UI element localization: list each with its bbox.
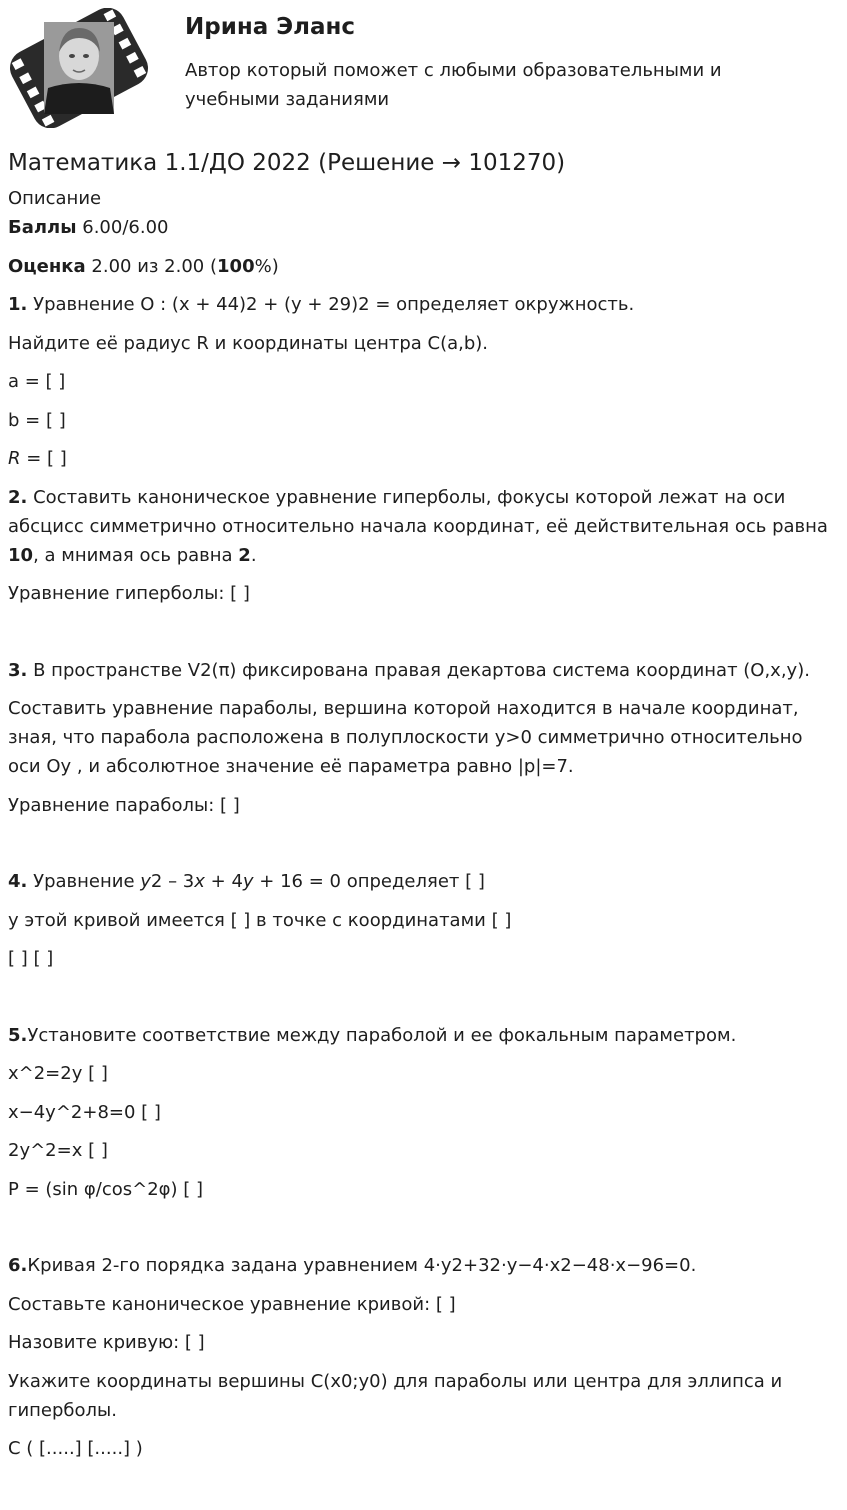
q6-line-1: Составьте каноническое уравнение кривой: [ ] [8, 1293, 456, 1315]
grade-label: Оценка [8, 255, 86, 277]
q2-text-b: , а мнимая ось равна [33, 544, 239, 566]
page-title: Математика 1.1/ДО 2022 (Решение → 101270) [8, 150, 566, 176]
q3-text: В пространстве V2(π) фиксирована правая декартова система координат (O,x,y). [33, 659, 810, 681]
author-name: Ирина Эланс [185, 14, 356, 40]
q2-text-a: Составить каноническое уравнение гиперболы, фокусы которой лежат на оси абсцисс симметрично относительно начала координат, её действительная ось равна [8, 486, 828, 537]
q2-value-2: 2 [238, 544, 251, 566]
q3-statement [8, 656, 838, 685]
q4-text-2: 2 – 3 [150, 871, 195, 892]
spacer [8, 618, 838, 656]
q2-statement [8, 483, 838, 570]
q4-line-2: у этой кривой имеется [ ] в точке с координатами [ ] [8, 909, 512, 931]
q4-text-4: + 16 = 0 определяет [ ] [253, 871, 485, 892]
q6-text: Кривая 2-го порядка задана уравнением 4⋅y2+32⋅y−4⋅x2−48⋅x−96=0. [27, 1255, 697, 1276]
score-value: 6.00/6.00 [82, 217, 169, 238]
document-body [8, 146, 838, 1473]
q5-item: x−4y^2+8=0 [ ] [8, 1101, 161, 1123]
score-label: Баллы [8, 217, 77, 238]
grade-line [8, 252, 838, 281]
spacer [8, 829, 838, 867]
q1-text: Уравнение O : (x + 44)2 + (y + 29)2 = определяет окружность. [33, 294, 635, 315]
q3-answer: Уравнение параболы: [ ] [8, 794, 240, 816]
q6-number: 6. [8, 1255, 28, 1276]
q5-item: x^2=2y [ ] [8, 1063, 108, 1084]
author-header [8, 8, 838, 128]
grade-value-pre: 2.00 из 2.00 ( [91, 255, 218, 277]
q1-answer-a: a = [ ] [8, 371, 66, 392]
q2-number: 2. [8, 486, 28, 508]
q5-item: P = (sin φ/cos^2φ) [ ] [8, 1178, 204, 1200]
q1-r-var: R [8, 448, 21, 469]
q4-var-x: x [194, 871, 205, 892]
author-description: Автор который поможет с любыми образовательными и учебными заданиями [185, 60, 722, 110]
q1-r-rest: = [ ] [20, 448, 67, 469]
q4-text-3: + 4 [204, 871, 243, 892]
q1-task: Найдите её радиус R и координаты центра C(a,b). [8, 332, 489, 354]
grade-value-post: %) [254, 255, 279, 277]
q3-task: Составить уравнение параболы, вершина которой находится в начале координат, зная, что парабола расположена в полуплоскости y>0 симметрично относительно оси Oy , и абсолютное значение её параметра равно |p|=7. [8, 698, 803, 777]
q5-item: 2y^2=x [ ] [8, 1140, 108, 1161]
score-line [8, 213, 838, 242]
description-label: Описание [8, 188, 102, 209]
q5-number: 5. [8, 1024, 28, 1046]
author-avatar [8, 8, 150, 128]
q4-text-1: Уравнение [33, 871, 141, 892]
spacer [8, 1213, 838, 1251]
q1-answer-b: b = [ ] [8, 409, 66, 431]
q4-number: 4. [8, 871, 28, 892]
q2-text-c: . [250, 544, 257, 566]
q5-text: Установите соответствие между параболой и ее фокальным параметром. [27, 1024, 737, 1046]
q3-number: 3. [8, 659, 28, 681]
grade-percent: 100 [217, 255, 255, 277]
q6-line-2: Назовите кривую: [ ] [8, 1332, 205, 1353]
q5-statement [8, 1021, 838, 1050]
q4-line-3: [ ] [ ] [8, 948, 54, 969]
q1-statement [8, 290, 838, 319]
q6-line-4: C ( [.....] [.....] ) [8, 1438, 143, 1459]
q2-answer: Уравнение гиперболы: [ ] [8, 583, 250, 604]
q6-line-3: Укажите координаты вершины C(x0;y0) для параболы или центра для эллипса и гиперболы. [8, 1370, 783, 1421]
q4-var-y2: y [242, 871, 254, 892]
q6-statement [8, 1251, 838, 1280]
spacer [8, 983, 838, 1021]
q1-number: 1. [8, 294, 28, 315]
q2-value-1: 10 [8, 544, 34, 566]
q4-statement [8, 867, 838, 896]
q1-answer-r [8, 444, 838, 473]
q4-var-y1: y [140, 871, 151, 892]
